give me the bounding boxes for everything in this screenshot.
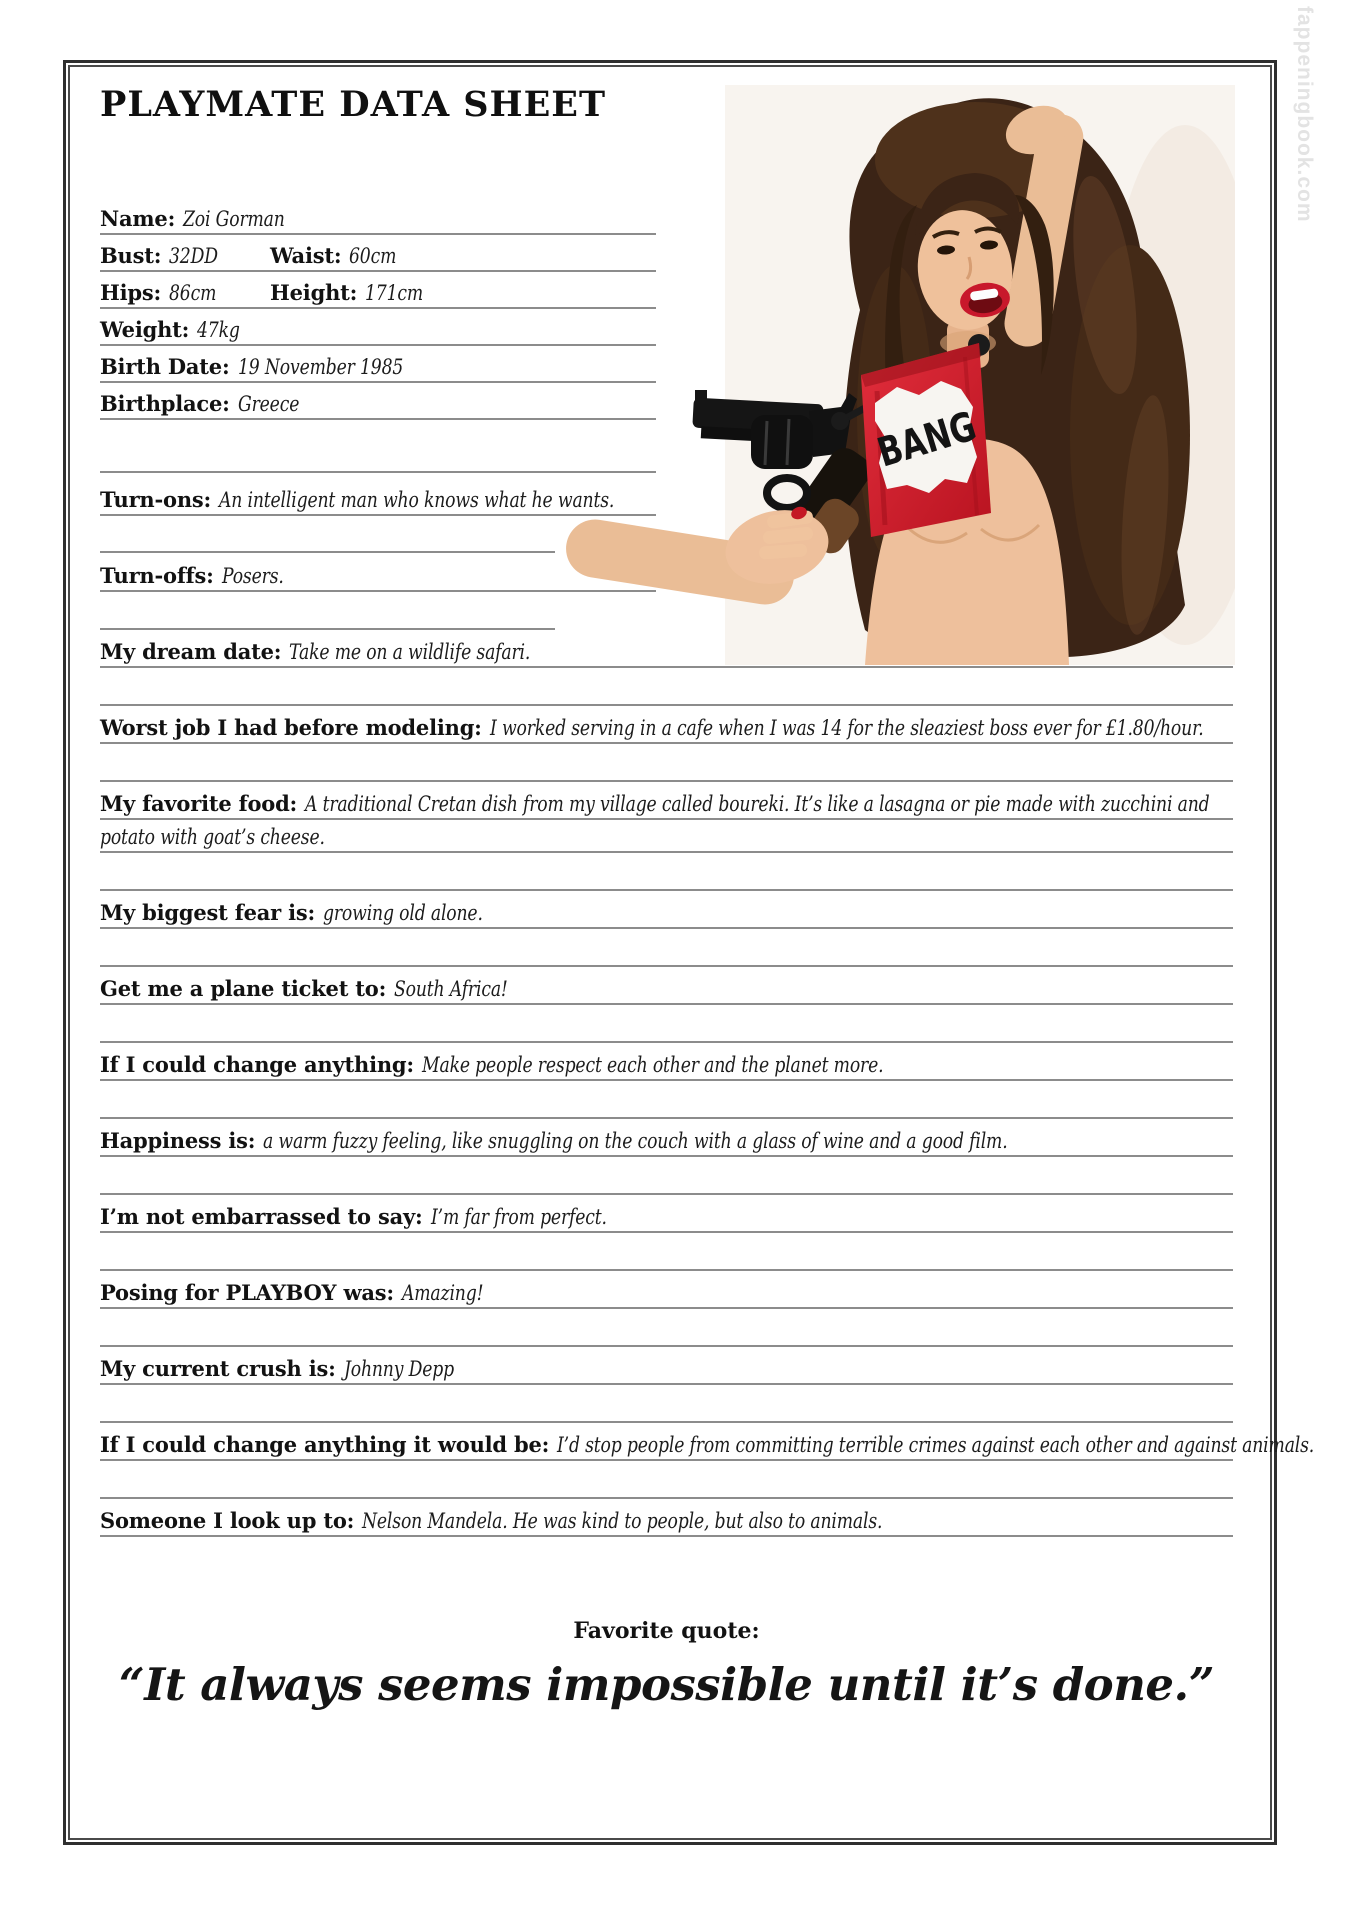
qa-row-look-up-to xyxy=(100,1499,1233,1537)
qa-section xyxy=(100,592,1315,1537)
turn-ons-value: An intelligent man who knows what he wants. xyxy=(219,488,615,512)
qa-row-not-embarrassed xyxy=(100,1195,1233,1233)
question-label: My biggest fear is: xyxy=(100,900,316,925)
answer-text: I’m far from perfect. xyxy=(430,1205,607,1229)
qa-row-favorite-food xyxy=(100,782,1233,820)
birthplace-value: Greece xyxy=(237,392,299,416)
bust-label: Bust: xyxy=(100,243,162,268)
answer-text: a warm fuzzy feeling, like snuggling on the couch with a glass of wine and a good film. xyxy=(263,1129,1008,1153)
qa-row-current-crush xyxy=(100,1347,1233,1385)
weight-value: 47kg xyxy=(197,318,240,342)
birth-date-label: Birth Date: xyxy=(100,354,230,379)
blank-line xyxy=(100,1157,1233,1195)
flag-text: BANG xyxy=(872,395,1009,477)
blank-line xyxy=(100,668,1233,706)
question-label: Someone I look up to: xyxy=(100,1508,355,1533)
height-pair xyxy=(270,280,436,305)
qa-row-favorite-food-line2 xyxy=(100,820,1233,853)
turn-offs-label: Turn-offs: xyxy=(100,563,214,588)
page-title: PLAYMATE DATA SHEET xyxy=(100,84,607,125)
qa-row-biggest-fear xyxy=(100,891,1233,929)
blank-line xyxy=(100,1233,1233,1271)
question-label: If I could change anything: xyxy=(100,1052,414,1077)
hips-pair xyxy=(100,280,270,305)
height-value: 171cm xyxy=(365,281,424,305)
model-illustration xyxy=(545,85,1235,665)
bust-value: 32DD xyxy=(169,244,219,268)
question-label: Worst job I had before modeling: xyxy=(100,715,482,740)
answer-text: A traditional Cretan dish from my village called boureki. It’s like a lasagna or pie made with zucchini and xyxy=(305,792,1210,816)
waist-value: 60cm xyxy=(349,244,397,268)
qa-row-happiness xyxy=(100,1119,1233,1157)
blank-line xyxy=(100,516,555,553)
question-label: If I could change anything it would be: xyxy=(100,1432,550,1457)
blank-line xyxy=(100,744,1233,782)
blank-line xyxy=(100,592,555,630)
hips-label: Hips: xyxy=(100,280,162,305)
blank-line xyxy=(100,1461,1233,1499)
blank-line xyxy=(100,1309,1233,1347)
question-label: My dream date: xyxy=(100,639,282,664)
question-label: Happiness is: xyxy=(100,1128,256,1153)
turn-offs-value: Posers. xyxy=(221,564,284,588)
answer-text: Take me on a wildlife safari. xyxy=(289,640,531,664)
playmate-photo xyxy=(545,85,1235,665)
blank-line xyxy=(100,929,1233,967)
question-label: My favorite food: xyxy=(100,791,298,816)
qa-row-plane-ticket xyxy=(100,967,1233,1005)
blank-line xyxy=(100,853,1233,891)
answer-text: I’d stop people from committing terrible crimes against each other and against animals. xyxy=(557,1433,1315,1457)
answer-text-continued: potato with goat’s cheese. xyxy=(100,825,325,849)
quote-text: “It always seems impossible until it’s done.” xyxy=(118,1658,1215,1711)
qa-row-posing xyxy=(100,1271,1233,1309)
answer-text: Make people respect each other and the planet more. xyxy=(421,1053,884,1077)
turn-ons-label: Turn-ons: xyxy=(100,487,212,512)
answer-text: growing old alone. xyxy=(323,901,483,925)
waist-label: Waist: xyxy=(270,243,342,268)
answer-text: Nelson Mandela. He was kind to people, but also to animals. xyxy=(362,1509,883,1533)
height-label: Height: xyxy=(270,280,358,305)
qa-row-change-anything-2 xyxy=(100,1423,1315,1461)
blank-line xyxy=(100,1081,1233,1119)
question-label: Get me a plane ticket to: xyxy=(100,976,387,1001)
answer-text: Johnny Depp xyxy=(343,1357,454,1381)
answer-text: Amazing! xyxy=(401,1281,484,1305)
blank-line xyxy=(100,1385,1233,1423)
qa-row-change-anything xyxy=(100,1043,1233,1081)
question-label: My current crush is: xyxy=(100,1356,336,1381)
question-label: I’m not embarrassed to say: xyxy=(100,1204,423,1229)
name-value: Zoi Gorman xyxy=(183,207,285,231)
qa-row-worst-job xyxy=(100,706,1233,744)
blank-line xyxy=(100,1005,1233,1043)
quote-label: Favorite quote: xyxy=(573,1618,760,1644)
waist-pair xyxy=(270,243,407,268)
question-label: Posing for PLAYBOY was: xyxy=(100,1280,394,1305)
hips-value: 86cm xyxy=(169,281,217,305)
quote-section xyxy=(100,1618,1233,1711)
weight-label: Weight: xyxy=(100,317,190,342)
birthplace-label: Birthplace: xyxy=(100,391,230,416)
name-label: Name: xyxy=(100,206,176,231)
bust-pair xyxy=(100,243,270,268)
birth-date-value: 19 November 1985 xyxy=(237,355,403,379)
answer-text: I worked serving in a cafe when I was 14 for the sleaziest boss ever for £1.80/hour. xyxy=(489,716,1204,740)
watermark-text: fappeningbook.com xyxy=(1293,6,1316,223)
answer-text: South Africa! xyxy=(394,977,508,1001)
